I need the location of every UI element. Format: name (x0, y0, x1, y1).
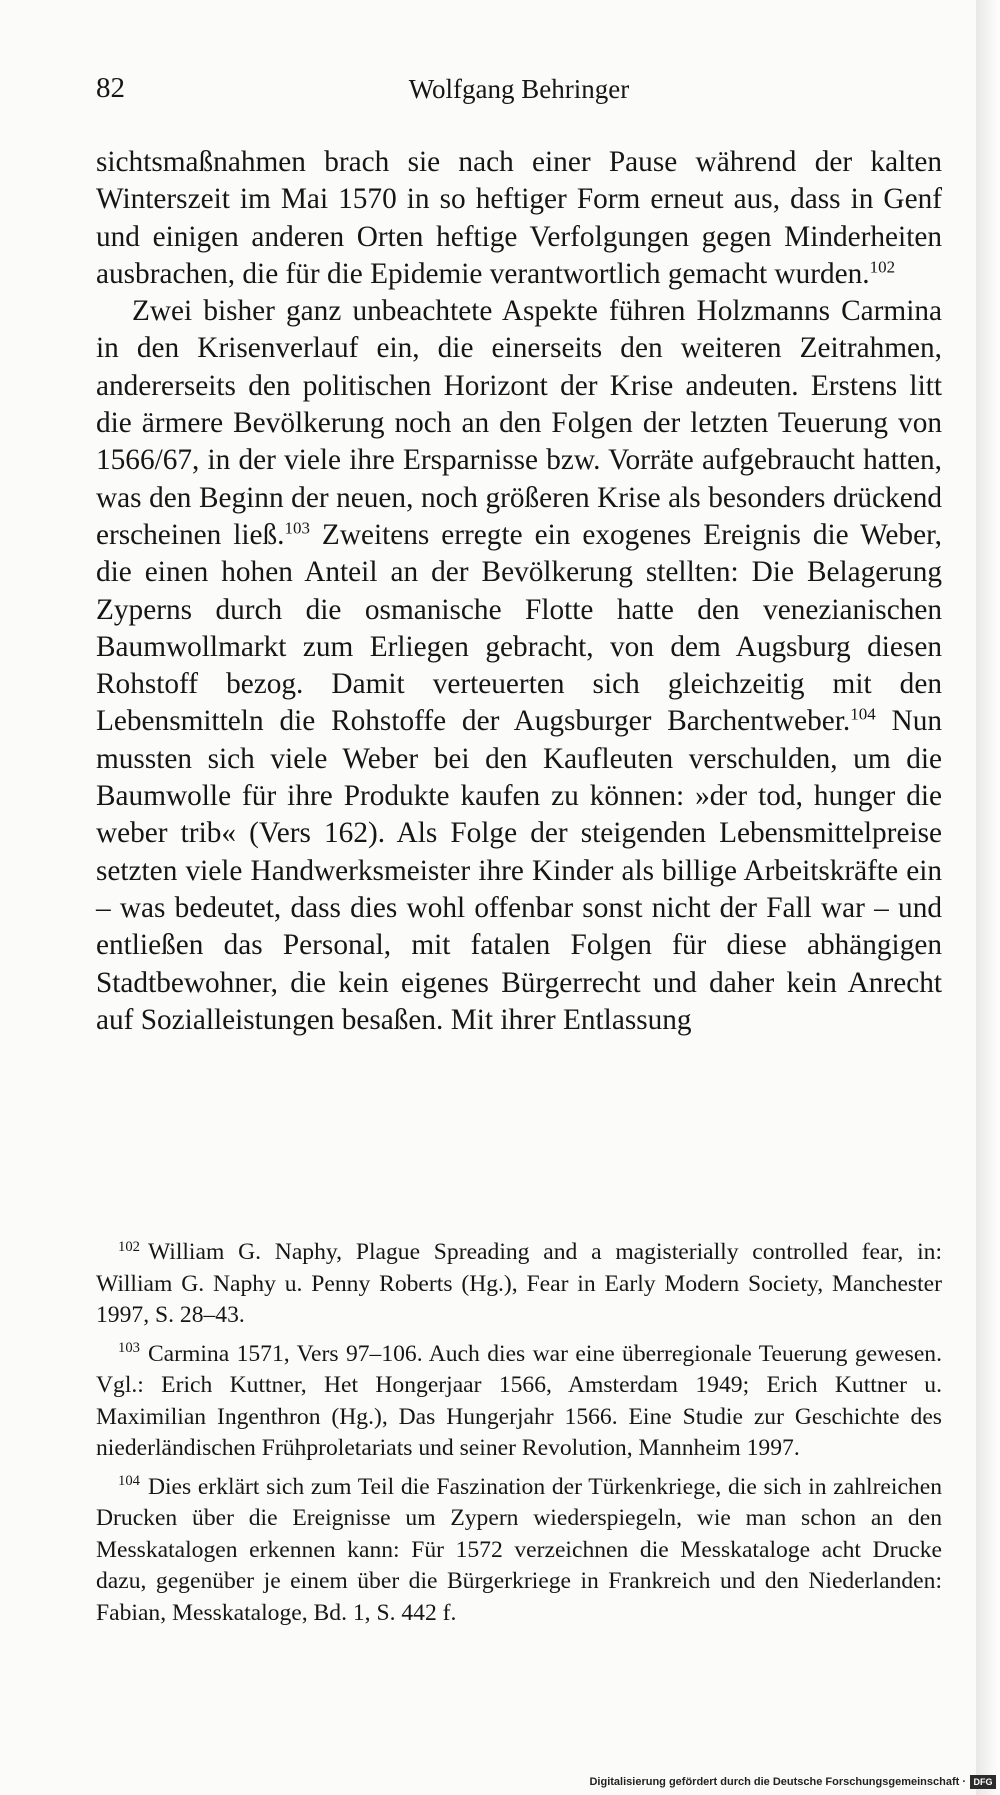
dfg-logo: DFG (970, 1775, 996, 1789)
footnote-text: Dies erklärt sich zum Teil die Faszination der Türkenkriege, die sich in zahlreichen Drucken über die Ereignisse um Zypern wiederspiegeln, wie man schon an den Messkatalogen erkennen kann: Für 1572 verzeichnen die Messkataloge acht Drucke dazu, gegenüber je einem über die Bürgerkriege in Frankreich und den Niederlanden: Fabian, Messkataloge, Bd. 1, S. 442 f. (96, 1473, 942, 1626)
footnotes (96, 1237, 942, 1636)
running-head: Wolfgang Behringer (408, 74, 630, 104)
footnote (96, 1237, 942, 1332)
scan-margin (976, 0, 1000, 1795)
paragraph-text: Zwei bisher ganz unbeachtete Aspekte führen Holzmanns Carmina in den Krisenverlauf ein, die einerseits den weiteren Zeitrahmen, andererseits den politischen Horizont der Krise andeuten. Erstens litt die ärmere Bevölkerung noch an den Folgen der letzten Teuerung von 1566/67, in der viele ihre Ersparnisse bzw. Vorräte aufgebraucht hatten, was den Beginn der neuen, noch größeren Krise als besonders drückend erscheinen ließ. (96, 295, 942, 551)
paragraph (96, 144, 942, 293)
footnote-number: 104 (118, 1473, 140, 1490)
footnote-text: Carmina 1571, Vers 97–106. Auch dies war eine überregionale Teuerung gewesen. Vgl.: Erich Kuttner, Het Hongerjaar 1566, Amsterdam 1949; Erich Kuttner u. Maximilian Ingenthron (Hg.), Das Hungerjahr 1566. Eine Studie zur Geschichte des niederländischen Frühproletariats und seiner Revolution, Mannheim 1997. (96, 1340, 942, 1461)
footnote-text: William G. Naphy, Plague Spreading and a magisterially controlled fear, in: William G. Naphy u. Penny Roberts (Hg.), Fear in Early Modern Society, Manchester 1997, S. 28–43. (96, 1239, 942, 1328)
body-text (96, 144, 942, 1039)
footnote (96, 1472, 942, 1630)
footnote-reference[interactable]: 104 (850, 704, 876, 724)
paragraph-text: Zweitens erregte ein exogenes Ereignis die Weber, die einen hohen Anteil an der Bevölkerung stellten: Die Belagerung Zyperns durch die osmanische Flotte hatte den venezianischen Baumwollmarkt zum Erliegen gebracht, von dem Augsburg diesen Rohstoff bezog. Damit verteuerten sich gleichzeitig mit den Lebensmitteln die Rohstoffe der Augsburger Barchentweber. (96, 518, 942, 738)
footnote-number: 102 (118, 1238, 140, 1255)
footnote-number: 103 (118, 1340, 140, 1357)
paragraph-text: sichtsmaßnahmen brach sie nach einer Pause während der kalten Winterszeit im Mai 1570 in so heftiger Form erneut aus, dass in Genf und einigen anderen Orten heftige Verfolgungen gegen Minderheiten ausbrachen, die für die Epidemie verantwortlich gemacht wurden. (96, 146, 942, 290)
paragraph (96, 293, 942, 1039)
digitization-credit: Digitalisierung gefördert durch die Deutsche Forschungsgemeinschaft · (589, 1776, 966, 1788)
page-number: 82 (96, 72, 125, 104)
footnote-reference[interactable]: 103 (284, 518, 310, 538)
page-header (96, 72, 942, 116)
footnote-reference[interactable]: 102 (869, 257, 896, 277)
footnote (96, 1339, 942, 1465)
paragraph-text: Nun mussten sich viele Weber bei den Kaufleuten verschulden, um die Baumwolle für ihre Produkte kaufen zu können: »der tod, hunger die weber trib« (Vers 162). Als Folge der steigenden Lebensmittelpreise setzten viele Handwerksmeister ihre Kinder als billige Arbeitskräfte ein – was bedeutet, dass dies wohl offenbar sonst nicht der Fall war – und entließen das Personal, mit fatalen Folgen für diese abhängigen Stadtbewohner, die kein eigenes Bürgerrecht und daher kein Anrecht auf Sozialleistungen besaßen. Mit ihrer Entlassung (96, 705, 942, 1036)
